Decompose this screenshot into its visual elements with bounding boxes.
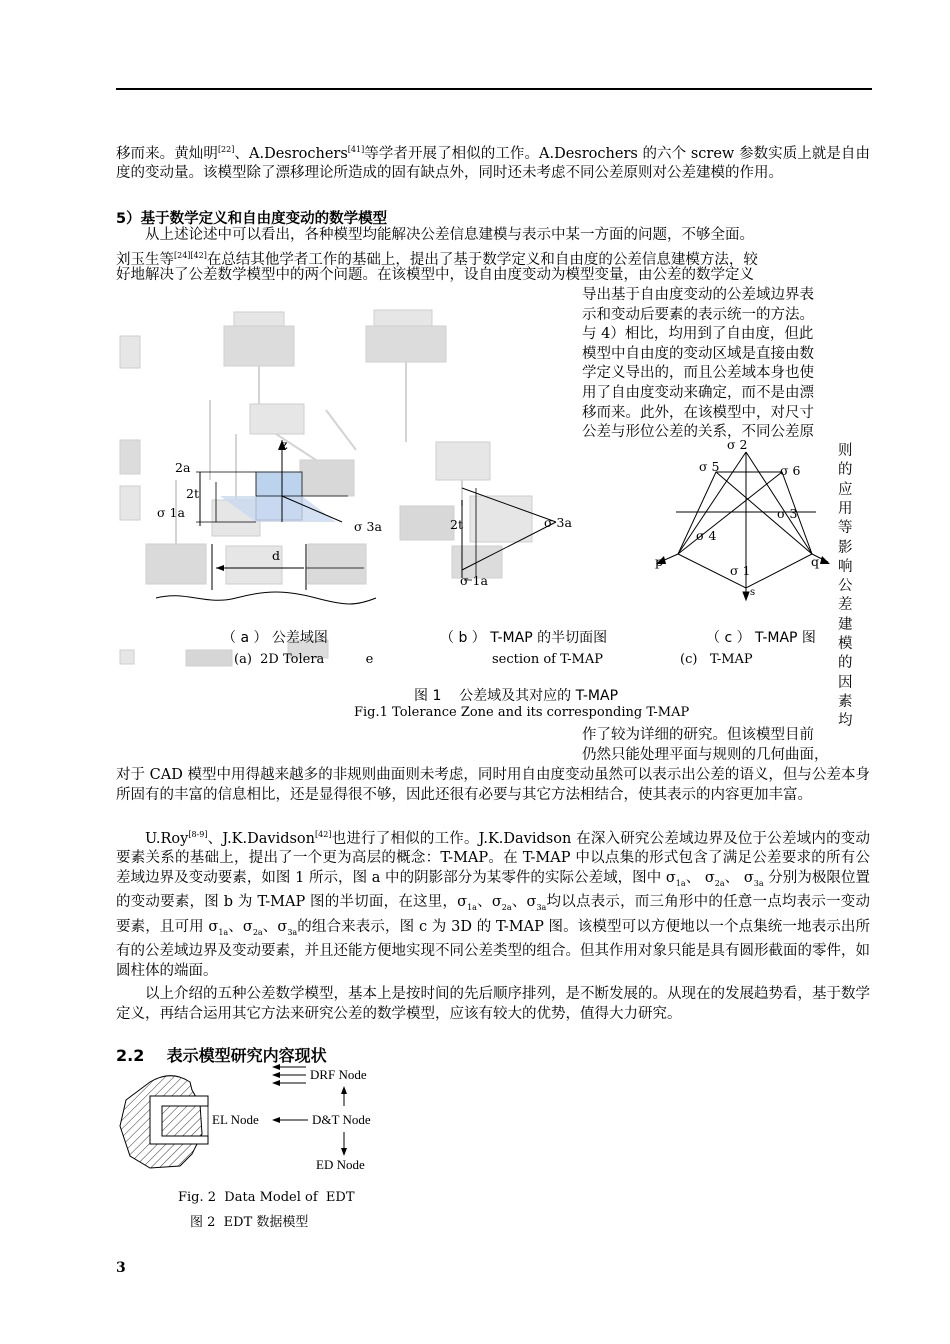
vertical-text-char: 响 [838, 558, 853, 575]
side-after-line-2: 仍然只能处理平面与规则的几何曲面， [582, 747, 829, 763]
vertical-text-char: 公 [838, 578, 853, 595]
paragraph-tmap: U.Roy[8-9]、J.K.Davidson[42]也进行了相似的工作。J.K.Davidson 在深入研究公差域边界及位于公差域内的变动要素关系的基础上，提出了一个更为高层的概念：T-MAP。在 T-MAP 中以点集的形式包含了满足公差要求的所有公差域边界及变动要素，如图 1 所示，图 a 中的阴影部分为某零件的实际公差域，图中 $\sigma_{1a}$、 $\sigma_{2a}$、 $\sigma_{3a}$ 分别为极限位置的变动要素，图 b 为 T-MAP 图的半切面，在这里，$\sigma_{1a}$、$\sigma_{2a}$、$\sigma_{3a}$均以点表示，而三角形中的任意一点均表示一变动要素，且可用 $\sigma_{1a}$、$\sigma_{2a}$、$\sigma_{3a}$的组合来表示，图 c 为 3D 的 T-MAP 图。该模型可以方便地以一个点集统一地表示出所有的公差域边界及变动要素，并且还能方便地实现不同公差类型的组合。但其作用对象只能是具有圆形截面的零件，如圆柱体的端面。 [116, 830, 870, 979]
section-5-line-2: 刘玉生等[24][42]在总结其他学者工作的基础上，提出了基于数学定义和自由度的公差信息建模方法，较 [116, 251, 758, 268]
fig1-sub-b-en: section of T-MAP [492, 652, 603, 667]
fig1-label-2t-mid: 2t [450, 517, 463, 532]
vertical-text-char: 的 [838, 462, 853, 479]
side-after-line-1: 作了较为详细的研究。但该模型目前 [582, 727, 814, 743]
fig1-label-s4: σ 4 [696, 528, 717, 543]
fig1-label-s3a-mid: σ 3a [544, 515, 572, 530]
fig1-label-s: s [750, 587, 756, 598]
fig1-sub-a-en: (a) 2D Tolera e [234, 652, 374, 667]
side-text-line: 移而来。此外，在该模型中，对尺寸 [582, 404, 814, 421]
vertical-text-char: 差 [838, 597, 853, 614]
fig1-label-q: q [811, 554, 820, 569]
fig1-label-d: d [272, 548, 281, 563]
fig1-sub-a-cn: （ a ） 公差域图 [222, 630, 328, 646]
fig1-sub-c-cn: （ c ） T-MAP 图 [706, 630, 816, 646]
fig1-label-s3a-left: σ 3a [354, 519, 382, 534]
section-5-tail: 对于 CAD 模型中用得越来越多的非规则曲面则未考虑，同时用自由度变动虽然可以表示出公差的语义，但与公差本身所固有的丰富的信息相比，还是显得很不够，因此还很有必要与其它方法相结合，使其表示的内容更加丰富。 [116, 767, 870, 803]
header-rule [116, 88, 872, 90]
paragraph-summary: 以上介绍的五种公差数学模型，基本上是按时间的先后顺序排列，是不断发展的。从现在的发展趋势看，基于数学定义，再结合运用其它方法来研究公差的数学模型，应该有较大的优势，值得大力研究。 [116, 986, 870, 1022]
section-5-heading: 5）基于数学定义和自由度变动的数学模型 [116, 211, 388, 227]
side-text-line: 学定义导出的，而且公差域本身也使 [582, 365, 814, 382]
fig2-dt-node: D&T Node [312, 1112, 371, 1127]
vertical-text-char: 素 [838, 693, 853, 710]
fig1-label-2t-left: 2t [186, 486, 199, 501]
paragraph-drift-continuation: 移而来。黄灿明[22]、A.Desrochers[41]等学者开展了相似的工作。A.Desrochers 的六个 screw 参数实质上就是自由度的变动量。该模型除了漂移理论所造成的固有缺点外，同时还未考虑不同公差原则对公差建模的作用。 [116, 145, 870, 182]
fig2-caption-en: Fig. 2 Data Model of EDT [178, 1190, 355, 1205]
page-number: 3 [116, 1260, 126, 1276]
fig1-label-s2: σ 2 [727, 437, 748, 452]
side-text-line: 公差与形位公差的关系，不同公差原 [582, 424, 814, 441]
vertical-text-char: 应 [838, 481, 853, 498]
fig1-label-s1a-left: σ 1a [157, 505, 185, 520]
fig2-drf-node: DRF Node [310, 1067, 367, 1082]
fig1-label-p: p [655, 554, 664, 569]
side-text-line: 导出基于自由度变动的公差域边界表 [582, 287, 814, 303]
fig2-ed-node: ED Node [316, 1157, 365, 1172]
fig2-caption-cn: 图 2 EDT 数据模型 [190, 1215, 309, 1230]
section-5-line-3: 好地解决了公差数学模型中的两个问题。在该模型中，设自由度变动为模型变量，由公差的数学定义 [116, 267, 754, 283]
fig1-caption-cn: 图 1 公差域及其对应的 T-MAP [414, 688, 619, 704]
fig1-label-s6: σ 6 [780, 463, 801, 478]
side-text-line: 与 4）相比，均用到了自由度，但此 [582, 326, 814, 343]
vertical-text-char: 的 [838, 655, 853, 672]
vertical-text-char: 建 [838, 616, 853, 633]
vertical-text-char: 等 [838, 520, 853, 537]
vertical-text-char: 用 [838, 500, 853, 517]
fig2-el-node: EL Node [212, 1112, 259, 1127]
section-2-2-heading: 2.2 表示模型研究内容现状 [116, 1046, 327, 1065]
vertical-text-char: 模 [838, 636, 853, 652]
fig1-label-z: z [281, 437, 288, 452]
fig1-label-s1: σ 1 [730, 563, 751, 578]
fig1-label-s5: σ 5 [699, 459, 720, 474]
fig1-label-2a: 2a [175, 460, 191, 475]
vertical-text-char: 均 [838, 713, 853, 730]
side-text-line: 用了自由度变动来确定，而不是由漂 [582, 385, 814, 401]
side-text-line: 模型中自由度的变动区域是直接由数 [582, 345, 814, 362]
fig1-label-s1a-mid: σ 1a [460, 573, 488, 588]
vertical-text-char: 因 [838, 674, 853, 691]
figure-1-graphic [116, 300, 838, 680]
fig1-sub-c-en: (c) T-MAP [680, 652, 753, 667]
vertical-text-char: 影 [838, 539, 853, 556]
vertical-text-char: 则 [838, 443, 853, 459]
side-text-line: 示和变动后要素的表示统一的方法。 [582, 306, 814, 323]
fig1-sub-b-cn: （ b ） T-MAP 的半切面图 [440, 630, 608, 646]
fig1-caption-en: Fig.1 Tolerance Zone and its corresponding T-MAP [354, 705, 690, 720]
fig1-label-s3: σ 3 [777, 506, 798, 521]
section-5-line-1: 从上述论述中可以看出，各种模型均能解决公差信息建模与表示中某一方面的问题，不够全面。 [145, 227, 754, 243]
